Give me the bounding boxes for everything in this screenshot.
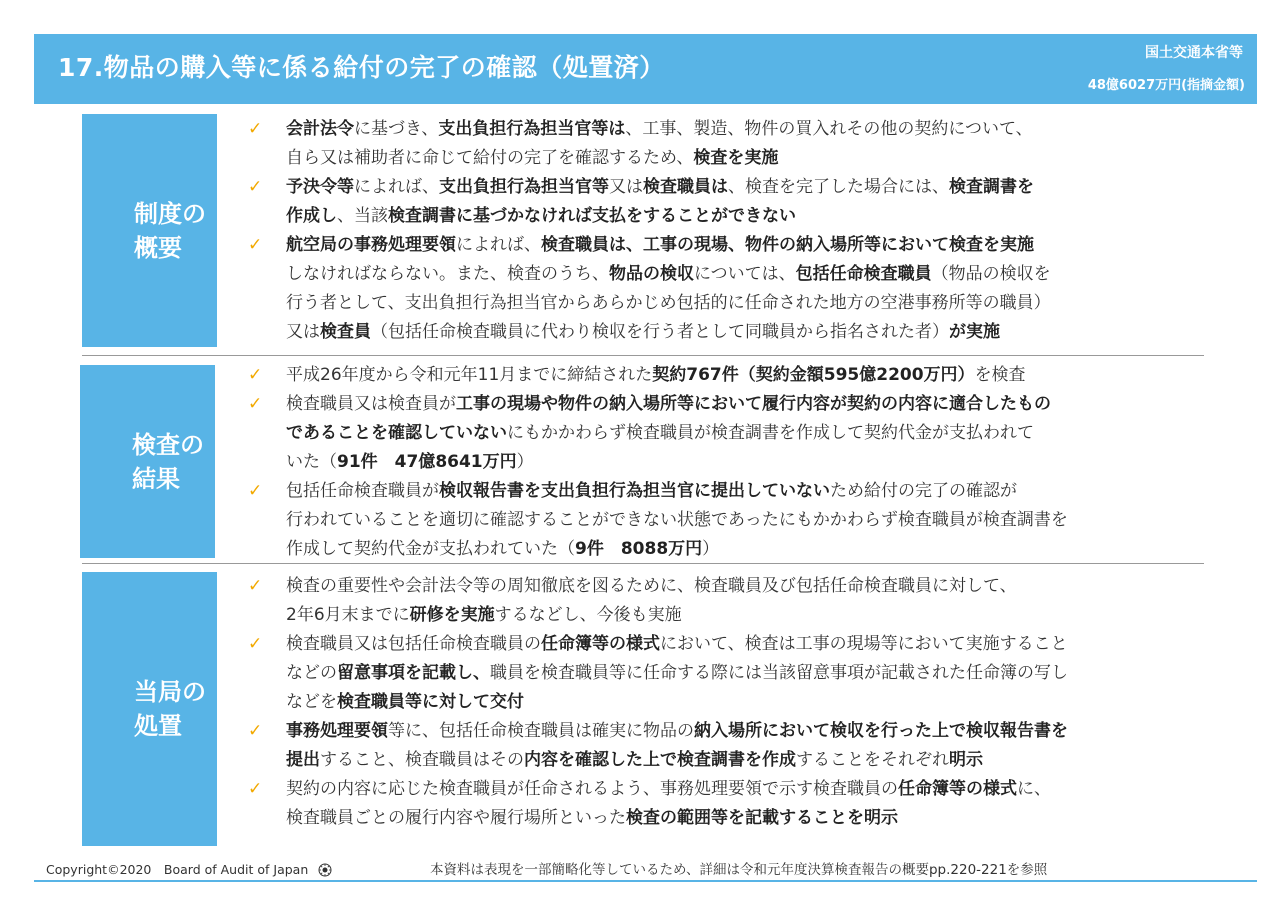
body-text: にもかかわらず検査職員が検査調書を作成して契約代金が支払われて [507,423,1034,443]
label-line-2: 概要 [134,233,182,262]
section-label-overview [82,114,217,347]
body-text: 、当該 [337,206,388,226]
body-text: 、工事、製造、物件の買入れその他の契約について、 [625,119,1033,139]
bullet-item [248,717,1208,775]
emphasis-text: 提出 [286,750,320,770]
body-text: 検査職員又は包括任命検査職員の [286,634,541,654]
bullet-line [286,390,1208,419]
emphasis-text: 会計法令 [286,119,354,139]
bullet-line [286,775,1208,804]
bullet-line [286,535,1208,564]
body-text: いた（ [286,452,337,472]
checkmark-icon: ✓ [248,177,263,197]
section-divider [82,563,1204,564]
emphasis-text: 支出負担行為担当官等 [439,177,609,197]
section-body-overview [248,115,1208,347]
bullet-line [286,746,1208,775]
emphasis-text: 明示 [949,750,983,770]
bullet-line [286,804,1208,833]
section-label-results [80,365,215,558]
body-text: 2年6月末までに [286,605,410,625]
bullet-item [248,231,1208,347]
emphasis-text: 研修を実施 [409,605,495,625]
indicated-amount: 48億6027万円(指摘金額) [1087,78,1245,93]
label-line-2: 結果 [132,464,180,493]
bullet-line [286,688,1208,717]
emphasis-text: 内容を確認した上で検査調書を作成 [524,750,796,770]
emphasis-text: であることを確認していない [286,423,507,443]
bullet-item [248,630,1208,717]
body-text: 又は [286,322,320,342]
bullet-line [286,361,1208,390]
copyright-text: Copyright©2020 Board of Audit of Japan [46,862,309,877]
body-text: 等に、包括任命検査職員は確実に物品の [388,721,694,741]
bullet-line [286,572,1208,601]
bullet-line [286,448,1208,477]
bullet-item [248,115,1208,173]
bullet-line [286,260,1208,289]
audit-board-seal-icon [318,863,332,877]
bullet-line [286,173,1208,202]
body-text: （包括任命検査職員に代わり検収を行う者として同職員から指名された者） [371,322,949,342]
bullet-item [248,173,1208,231]
section-body-measures [248,572,1208,833]
emphasis-text: 任命簿等の様式 [898,779,1017,799]
bullet-line [286,318,1208,347]
checkmark-icon: ✓ [248,779,263,799]
emphasis-text: 物品の検収 [609,264,694,284]
label-line-1: 検査の [132,430,204,459]
bullet-line [286,144,1208,173]
body-text: に、 [1017,779,1051,799]
body-text: すること、検査職員はその [320,750,524,770]
bullet-item [248,390,1208,477]
bullet-line [286,419,1208,448]
checkmark-icon: ✓ [248,576,263,596]
bullet-item [248,477,1208,564]
body-text: 職員を検査職員等に任命する際には当該留意事項が記載された任命簿の写し [490,663,1068,683]
body-text: 又は [609,177,643,197]
body-text: 作成して契約代金が支払われていた（ [286,539,575,559]
body-text: 包括任命検査職員が [286,481,439,501]
body-text: するなどし、今後も実施 [494,605,682,625]
emphasis-text: 納入場所において検収を行った上で検収報告書を [694,721,1068,741]
checkmark-icon: ✓ [248,721,263,741]
label-line-1: 制度の [134,199,206,228]
body-text: などの [286,663,337,683]
emphasis-text: 留意事項を記載し、 [337,663,490,683]
checkmark-icon: ✓ [248,119,263,139]
emphasis-text: 検査の範囲等を記載することを明示 [626,808,898,828]
body-text: については、 [694,264,796,284]
emphasis-text: 航空局の事務処理要領 [286,235,456,255]
emphasis-text: 予決令等 [286,177,354,197]
emphasis-text: 検査調書に基づかなければ支払をすることができない [388,206,796,226]
label-line-1: 当局の [134,678,206,706]
bullet-item [248,775,1208,833]
emphasis-text: 検収報告書を支出負担行為担当官に提出していない [439,481,830,501]
emphasis-text: 検査員 [320,322,371,342]
bullet-item [248,361,1208,390]
checkmark-icon: ✓ [248,481,263,501]
emphasis-text: が実施 [949,322,1000,342]
body-text: 行う者として、支出負担行為担当官からあらかじめ包括的に任命された地方の空港事務所等の職員） [286,293,1051,313]
body-text: 検査職員又は検査員が [286,394,456,414]
body-text: 平成26年度から令和元年11月までに締結された [286,365,653,385]
agency-label: 国土交通本省等 [1145,45,1243,61]
emphasis-text: 工事の現場や物件の納入場所等において履行内容が契約の内容に適合したもの [456,394,1051,414]
body-text: ） [702,539,720,559]
emphasis-text: 検査調書を [949,177,1034,197]
body-text: 契約の内容に応じた検査職員が任命されるよう、事務処理要領で示す検査職員の [286,779,898,799]
body-text: によれば、 [354,177,439,197]
body-text: （物品の検収を [931,264,1051,284]
body-text: しなければならない。また、検査のうち、 [286,264,609,284]
body-text: ため給付の完了の確認が [830,481,1017,501]
emphasis-text: 検査職員等に対して交付 [337,692,524,712]
bullet-line [286,115,1208,144]
bullet-item [248,572,1208,630]
title-banner [34,34,1257,104]
section-divider [82,355,1204,356]
body-text: ） [516,452,534,472]
body-text: 行われていることを適切に確認することができない状態であったにもかかわらず検査職員が検査調書を [286,510,1068,530]
body-text: 、検査を完了した場合には、 [728,177,949,197]
emphasis-text: 任命簿等の様式 [541,634,660,654]
checkmark-icon: ✓ [248,634,263,654]
emphasis-text: 91件 47億8641万円 [337,452,517,472]
checkmark-icon: ✓ [248,394,263,414]
emphasis-text: 検査職員は、工事の現場、物件の納入場所等において検査を実施 [541,235,1034,255]
body-text: によれば、 [456,235,541,255]
page-title: 17.物品の購入等に係る給付の完了の確認（処置済） [58,53,665,82]
body-text: などを [286,692,337,712]
body-text: に基づき、 [354,119,439,139]
emphasis-text: 検査を実施 [693,148,779,168]
footer-rule [34,880,1257,882]
emphasis-text: 検査職員は [643,177,728,197]
label-line-2: 処置 [134,712,182,740]
body-text: において、検査は工事の現場等において実施すること [660,634,1068,654]
emphasis-text: 包括任命検査職員 [795,264,932,284]
copyright [46,860,332,878]
bullet-line [286,659,1208,688]
emphasis-text: 支出負担行為担当官等は [438,119,626,139]
body-text: 検査の重要性や会計法令等の周知徹底を図るために、検査職員及び包括任命検査職員に対して、 [286,576,1017,596]
section-body-results [248,361,1208,564]
body-text: 検査職員ごとの履行内容や履行場所といった [286,808,626,828]
bullet-line [286,289,1208,318]
body-text: することをそれぞれ [796,750,949,770]
bullet-line [286,717,1208,746]
bullet-line [286,506,1208,535]
bullet-line [286,231,1208,260]
footnote: 本資料は表現を一部簡略化等しているため、詳細は令和元年度決算検査報告の概要pp.220-221を参照 [430,862,1048,878]
bullet-line [286,477,1208,506]
checkmark-icon: ✓ [248,365,263,385]
emphasis-text: 事務処理要領 [286,721,388,741]
checkmark-icon: ✓ [248,235,263,255]
section-label-measures [82,572,217,846]
emphasis-text: 契約767件（契約金額595億2200万円） [652,365,975,385]
bullet-line [286,202,1208,231]
bullet-line [286,630,1208,659]
bullet-line [286,601,1208,630]
body-text: を検査 [974,365,1026,385]
emphasis-text: 9件 8088万円 [575,539,703,559]
body-text: 自ら又は補助者に命じて給付の完了を確認するため、 [286,148,694,168]
emphasis-text: 作成し [286,206,337,226]
